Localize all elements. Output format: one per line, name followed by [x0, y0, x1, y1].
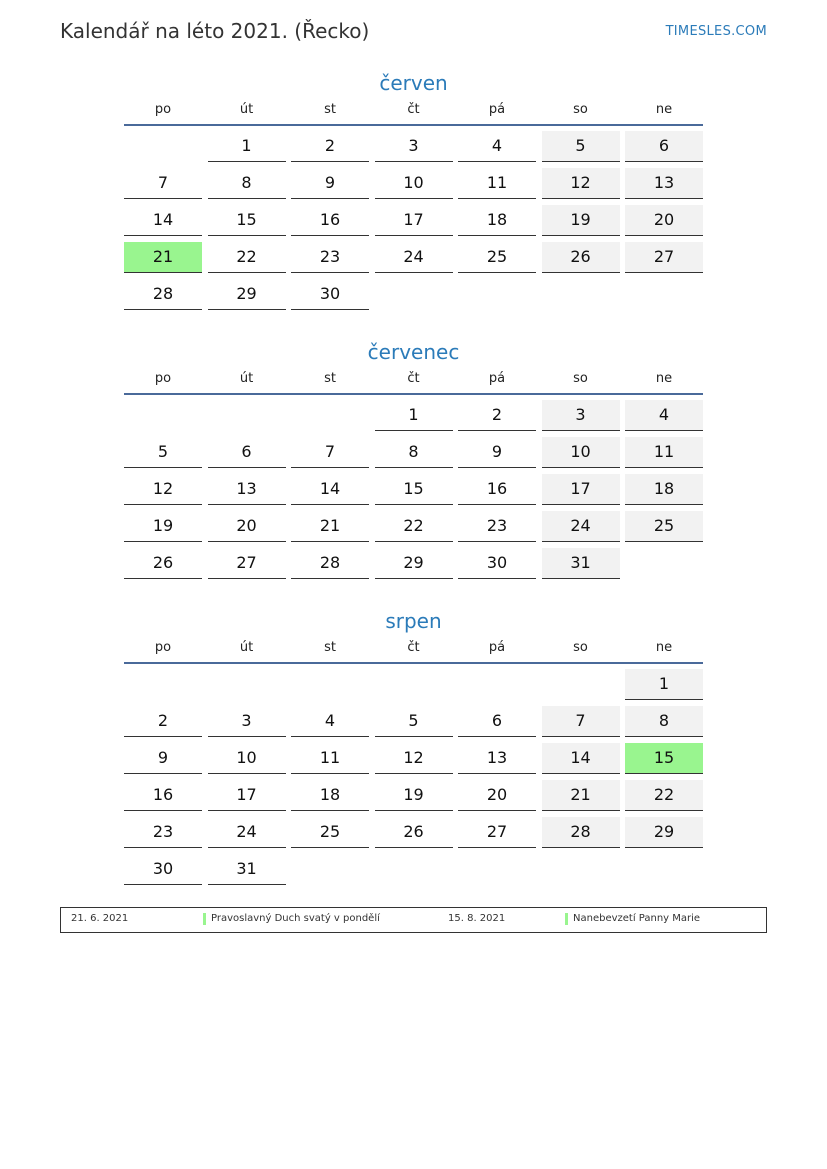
weekday-label: po [154, 102, 172, 117]
brand-link[interactable]: TIMESLES.COM [665, 24, 767, 39]
day-cell: 14 [291, 474, 369, 505]
day-cell: 19 [375, 780, 453, 811]
day-cell: 21 [542, 780, 620, 811]
day-cell: 24 [208, 817, 286, 848]
day-cell: 29 [625, 817, 703, 848]
weekday-label: čt [407, 371, 420, 386]
day-cell: 22 [625, 780, 703, 811]
day-cell: 13 [208, 474, 286, 505]
empty-cell [124, 131, 202, 161]
day-cell: 12 [375, 743, 453, 774]
day-cell: 7 [124, 168, 202, 199]
weekday-label: ne [655, 371, 673, 386]
empty-cell [124, 669, 202, 699]
day-cell: 4 [291, 706, 369, 737]
day-cell: 14 [542, 743, 620, 774]
weekday-label: út [239, 640, 254, 655]
day-cell: 16 [124, 780, 202, 811]
day-cell: 23 [458, 511, 536, 542]
weekday-label: so [573, 102, 588, 117]
day-cell: 19 [542, 205, 620, 236]
day-cell: 4 [458, 131, 536, 162]
day-cell: 10 [542, 437, 620, 468]
month-august [124, 606, 703, 891]
day-cell: 25 [625, 511, 703, 542]
empty-cell [291, 669, 369, 699]
day-cell: 26 [542, 242, 620, 273]
month-name: červenec [367, 340, 460, 364]
header-divider [124, 393, 703, 395]
empty-cell [208, 669, 286, 699]
weekday-label: st [324, 371, 336, 386]
day-cell: 1 [375, 400, 453, 431]
day-cell: 5 [124, 437, 202, 468]
day-cell: 29 [208, 279, 286, 310]
day-cell: 12 [542, 168, 620, 199]
day-cell: 25 [458, 242, 536, 273]
weekday-label: ne [655, 640, 673, 655]
day-cell: 9 [291, 168, 369, 199]
header-divider [124, 662, 703, 664]
empty-cell [458, 669, 536, 699]
weekday-label: pá [488, 102, 506, 117]
header-divider [124, 124, 703, 126]
weekday-label: po [154, 640, 172, 655]
day-cell: 20 [458, 780, 536, 811]
day-cell: 20 [625, 205, 703, 236]
day-cell: 6 [208, 437, 286, 468]
day-cell: 29 [375, 548, 453, 579]
day-cell: 18 [625, 474, 703, 505]
day-cell: 2 [124, 706, 202, 737]
day-cell: 17 [208, 780, 286, 811]
day-cell: 16 [458, 474, 536, 505]
day-cell: 27 [208, 548, 286, 579]
day-cell: 31 [208, 854, 286, 885]
day-cell: 14 [124, 205, 202, 236]
weekday-label: čt [407, 102, 420, 117]
month-june [124, 68, 703, 316]
empty-cell [124, 400, 202, 430]
day-cell: 9 [124, 743, 202, 774]
day-cell: 6 [458, 706, 536, 737]
day-cell: 13 [625, 168, 703, 199]
weekday-label: pá [488, 640, 506, 655]
day-cell: 11 [458, 168, 536, 199]
day-cell: 30 [124, 854, 202, 885]
day-cell: 23 [291, 242, 369, 273]
holiday-day-cell: 21 [124, 242, 202, 273]
day-cell: 8 [375, 437, 453, 468]
weekday-label: so [573, 371, 588, 386]
day-cell: 28 [124, 279, 202, 310]
day-cell: 15 [208, 205, 286, 236]
day-cell: 8 [208, 168, 286, 199]
day-grid [124, 131, 703, 316]
day-cell: 3 [542, 400, 620, 431]
day-cell: 27 [625, 242, 703, 273]
weekday-header [124, 638, 703, 662]
day-cell: 3 [208, 706, 286, 737]
day-cell: 11 [291, 743, 369, 774]
day-cell: 1 [208, 131, 286, 162]
day-cell: 19 [124, 511, 202, 542]
legend-date: 21. 6. 2021 [71, 913, 129, 924]
day-cell: 4 [625, 400, 703, 431]
day-cell: 17 [375, 205, 453, 236]
day-cell: 20 [208, 511, 286, 542]
empty-cell [542, 669, 620, 699]
day-cell: 23 [124, 817, 202, 848]
holiday-legend [60, 907, 767, 933]
day-cell: 31 [542, 548, 620, 579]
day-cell: 21 [291, 511, 369, 542]
weekday-label: st [324, 640, 336, 655]
holiday-color-marker [203, 913, 206, 925]
empty-cell [375, 669, 453, 699]
weekday-label: ne [655, 102, 673, 117]
legend-date: 15. 8. 2021 [448, 913, 506, 924]
weekday-label: st [324, 102, 336, 117]
day-cell: 22 [375, 511, 453, 542]
day-cell: 24 [375, 242, 453, 273]
day-grid [124, 669, 703, 891]
holiday-color-marker [565, 913, 568, 925]
day-cell: 15 [375, 474, 453, 505]
month-name: srpen [385, 609, 442, 633]
day-cell: 27 [458, 817, 536, 848]
day-cell: 5 [375, 706, 453, 737]
day-cell: 6 [625, 131, 703, 162]
day-cell: 30 [291, 279, 369, 310]
weekday-label: so [573, 640, 588, 655]
day-cell: 18 [291, 780, 369, 811]
weekday-header [124, 100, 703, 124]
day-grid [124, 400, 703, 585]
day-cell: 1 [625, 669, 703, 700]
page-title: Kalendář na léto 2021. (Řecko) [60, 19, 370, 43]
day-cell: 13 [458, 743, 536, 774]
day-cell: 28 [291, 548, 369, 579]
empty-cell [291, 400, 369, 430]
day-cell: 17 [542, 474, 620, 505]
weekday-label: út [239, 102, 254, 117]
month-july [124, 337, 703, 585]
holiday-day-cell: 15 [625, 743, 703, 774]
day-cell: 30 [458, 548, 536, 579]
weekday-label: út [239, 371, 254, 386]
weekday-label: čt [407, 640, 420, 655]
day-cell: 3 [375, 131, 453, 162]
legend-label: Nanebevzetí Panny Marie [573, 913, 701, 924]
day-cell: 7 [291, 437, 369, 468]
day-cell: 2 [291, 131, 369, 162]
legend-label: Pravoslavný Duch svatý v pondělí [211, 913, 380, 924]
day-cell: 11 [625, 437, 703, 468]
month-name: červen [379, 71, 448, 95]
day-cell: 25 [291, 817, 369, 848]
day-cell: 26 [124, 548, 202, 579]
day-cell: 22 [208, 242, 286, 273]
day-cell: 28 [542, 817, 620, 848]
day-cell: 5 [542, 131, 620, 162]
day-cell: 2 [458, 400, 536, 431]
day-cell: 7 [542, 706, 620, 737]
day-cell: 18 [458, 205, 536, 236]
day-cell: 16 [291, 205, 369, 236]
day-cell: 26 [375, 817, 453, 848]
day-cell: 24 [542, 511, 620, 542]
day-cell: 8 [625, 706, 703, 737]
weekday-label: pá [488, 371, 506, 386]
day-cell: 10 [375, 168, 453, 199]
day-cell: 12 [124, 474, 202, 505]
empty-cell [208, 400, 286, 430]
day-cell: 9 [458, 437, 536, 468]
day-cell: 10 [208, 743, 286, 774]
weekday-label: po [154, 371, 172, 386]
weekday-header [124, 369, 703, 393]
